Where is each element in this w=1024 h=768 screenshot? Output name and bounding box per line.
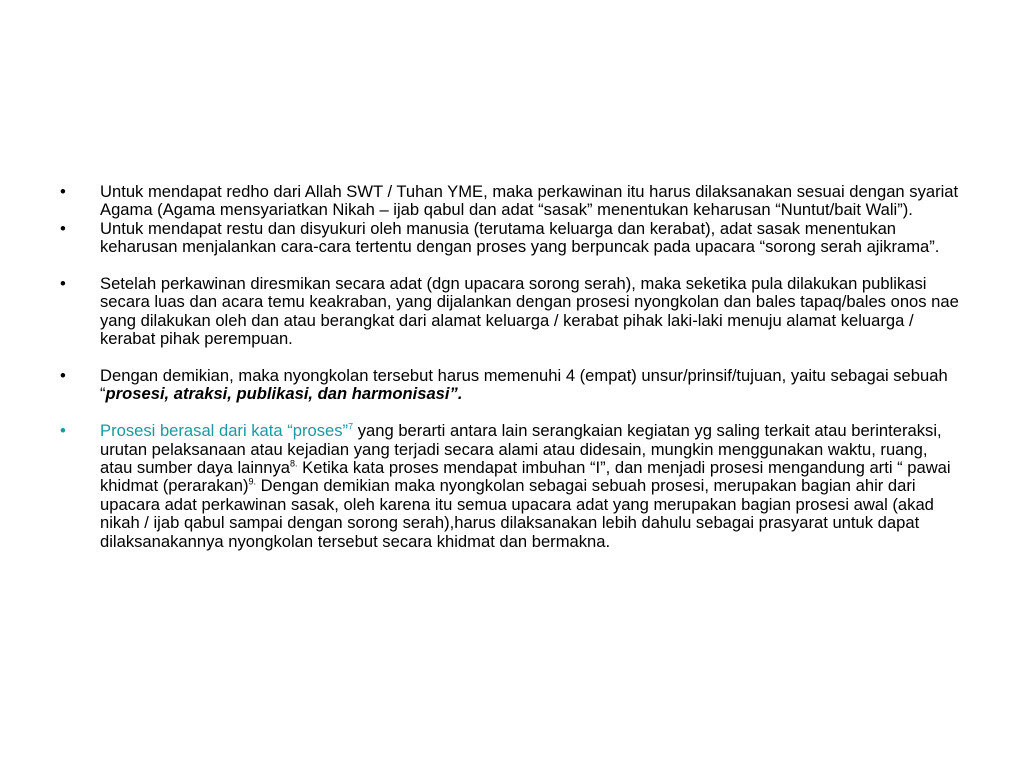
bullet-icon: •	[60, 421, 66, 441]
bullet-icon: •	[60, 366, 66, 386]
bullet-icon: •	[60, 218, 66, 238]
bullet-text: Dengan demikian, maka nyongkolan tersebut harus memenuhi 4 (empat) unsur/prinsif/tujuan, yaitu sebagai sebuah “	[100, 366, 948, 404]
bullet-item-3	[60, 275, 960, 349]
footnote-ref: 8.	[290, 458, 298, 469]
bullet-text: Untuk mendapat redho dari Allah SWT / Tuhan YME, maka perkawinan itu harus dilaksanakan sesuai dengan syariat Agama (Agama mensyariatkan Nikah – ijab qabul dan adat “sasak” menentukan keharusan “Nuntut/bait Wali”).	[100, 182, 959, 220]
bullet-item-1	[60, 183, 960, 220]
bullet-list	[60, 183, 960, 551]
bullet-highlight: Prosesi berasal dari kata “proses”	[100, 421, 349, 441]
bullet-text: Setelah perkawinan diresmikan secara adat (dgn upacara sorong serah), maka seketika pula dilakukan publikasi secara luas dan acara temu keakraban, yang dijalankan dengan prosesi nyongkolan dan bales tapaq/bales onos nae yang dilakukan oleh dan atau berangkat dari alamat keluarga / kerabat pihak laki-laki menuju alamat keluarga / kerabat pihak perempuan.	[100, 274, 959, 349]
bullet-item-4	[60, 367, 960, 404]
bullet-emphasis: prosesi, atraksi, publikasi, dan harmonisasi”.	[105, 384, 463, 404]
bullet-item-2	[60, 220, 960, 257]
footnote-ref: 9.	[248, 476, 257, 487]
bullet-text: Ketika kata proses mendapat imbuhan “I”, dan menjadi prosesi mengandung arti “ pawai khidmat (perarakan)	[100, 458, 951, 496]
bullet-text: yang berarti antara lain serangkaian kegiatan yg saling terkait atau berinteraksi, urutan pelaksanaan atau kejadian yang terjadi secara alami atau didesain, mungkin menggunakan waktu, ruang, atau sumber daya lainnya	[100, 421, 942, 478]
bullet-icon: •	[60, 182, 66, 201]
bullet-icon: •	[60, 274, 66, 294]
footnote-ref: 7	[348, 421, 354, 432]
bullet-text: Dengan demikian maka nyongkolan sebagai sebuah prosesi, merupakan bagian ahir dari upacara adat perkawinan sasak, oleh karena itu semua upacara adat yang merupakan bagian prosesi awal (akad nikah / ijab qabul sampai dengan sorong serah),harus dilaksanakan lebih dahulu sebagai prasyarat untuk dapat dilaksanakannya nyongkolan tersebut secara khidmat dan bermakna.	[100, 476, 934, 551]
bullet-item-5	[60, 422, 960, 551]
bullet-text: Untuk mendapat restu dan disyukuri oleh manusia (terutama keluarga dan kerabat), adat sasak menentukan keharusan menjalankan cara-cara tertentu dengan proses yang berpuncak pada upacara “sorong serah ajikrama”.	[100, 218, 940, 257]
